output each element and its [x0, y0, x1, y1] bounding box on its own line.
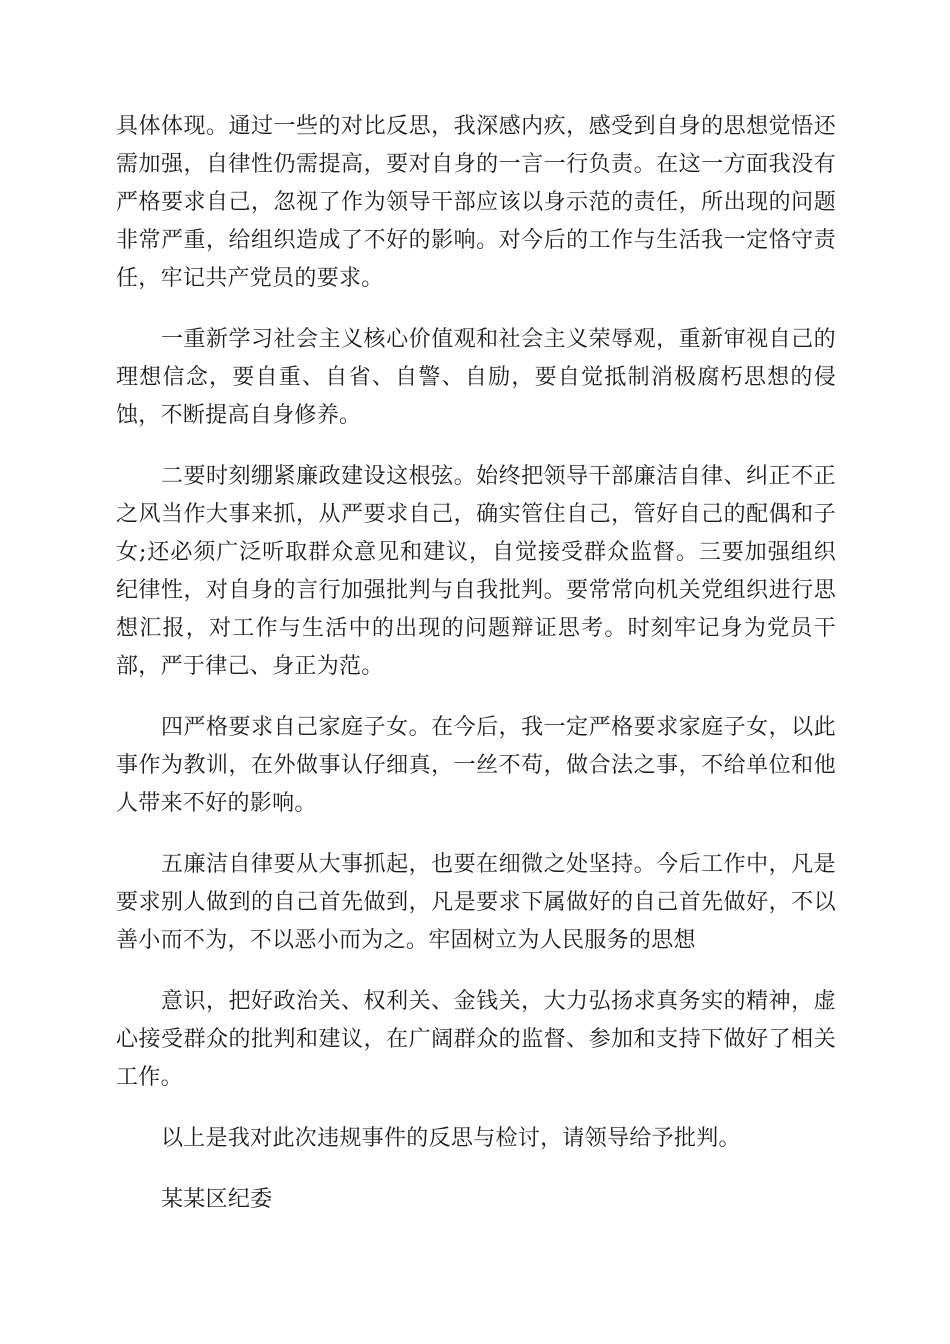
paragraph-point-one: 一重新学习社会主义核心价值观和社会主义荣辱观，重新审视自己的理想信念，要自重、自省、自警、自励，要自觉抵制消极腐朽思想的侵蚀，不断提高自身修养。	[116, 327, 836, 428]
paragraph-point-four: 四严格要求自己家庭子女。在今后，我一定严格要求家庭子女，以此事作为教训，在外做事认仔细真，一丝不苟，做合法之事，不给单位和他人带来不好的影响。	[116, 715, 836, 816]
document-page	[116, 108, 836, 1219]
signature: 某某区纪委	[161, 1187, 273, 1212]
paragraph-point-two-three: 二要时刻绷紧廉政建设这根弦。始终把领导干部廉洁自律、纠正不正之风当作大事来抓，从严要求自己，确实管住自己，管好自己的配偶和子女;还必须广泛听取群众意见和建议，自觉接受群众监督。三要加强组织纪律性，对自身的言行加强批判与自我批判。要常常向机关党组织进行思想汇报，对工作与生活中的出现的问题辩证思考。时刻牢记身为党员干部，严于律己、身正为范。	[116, 464, 836, 679]
paragraph-point-five: 五廉洁自律要从大事抓起，也要在细微之处坚持。今后工作中，凡是要求别人做到的自己首先做到，凡是要求下属做好的自己首先做好，不以善小而不为，不以恶小而为之。牢固树立为人民服务的思想	[116, 852, 836, 953]
paragraph-continuation: 具体体现。通过一些的对比反思，我深感内疚，感受到自身的思想觉悟还需加强，自律性仍需提高，要对自身的一言一行负责。在这一方面我没有严格要求自己，忽视了作为领导干部应该以身示范的责任，所出现的问题非常严重，给组织造成了不好的影响。对今后的工作与生活我一定恪守责任，牢记共产党员的要求。	[116, 114, 836, 291]
paragraph-closing: 以上是我对此次违规事件的反思与检讨，请领导给予批判。	[161, 1126, 741, 1151]
paragraph-point-five-continued: 意识，把好政治关、权利关、金钱关，大力弘扬求真务实的精神，虚心接受群众的批判和建议，在广阔群众的监督、参加和支持下做好了相关工作。	[116, 989, 836, 1090]
